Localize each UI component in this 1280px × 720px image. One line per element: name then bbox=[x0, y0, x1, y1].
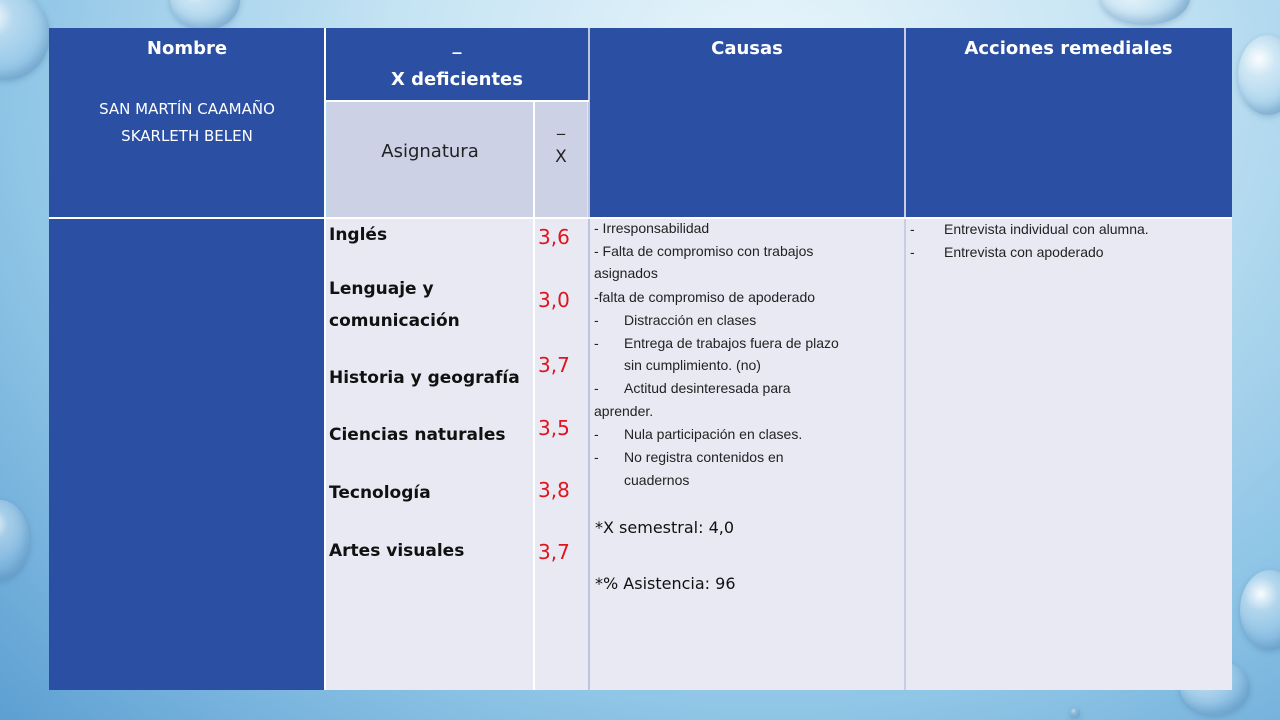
cause-dash: - bbox=[594, 380, 599, 396]
actions-body-cell bbox=[905, 218, 1232, 690]
grid-line bbox=[904, 28, 906, 690]
bubble-decoration bbox=[1070, 708, 1080, 718]
grid-line bbox=[324, 28, 326, 690]
cause-text: Nula participación en clases. bbox=[624, 426, 803, 442]
cause-line: aprender. bbox=[594, 403, 654, 419]
bubble-decoration bbox=[170, 0, 240, 30]
cause-text: Entrega de trabajos fuera de plazo bbox=[624, 335, 839, 351]
subject-ingles: Inglés bbox=[329, 225, 388, 245]
grade-artes: 3,7 bbox=[538, 540, 570, 564]
cause-line: asignados bbox=[594, 265, 658, 281]
x-col-header-cell bbox=[535, 102, 587, 218]
remedial-table bbox=[49, 28, 1232, 690]
x-col-label: X bbox=[555, 147, 567, 167]
bubble-decoration bbox=[1100, 0, 1190, 25]
action-text: Entrevista individual con alumna. bbox=[944, 221, 1149, 237]
grade-historia: 3,7 bbox=[538, 353, 570, 377]
cause-line: -falta de compromiso de apoderado bbox=[594, 289, 816, 305]
name-body-cell bbox=[49, 218, 325, 690]
action-dash: - bbox=[910, 244, 915, 260]
asignatura-label: Asignatura bbox=[381, 141, 479, 162]
cause-text: Distracción en clases bbox=[624, 312, 757, 328]
subject-lenguaje-line2: comunicación bbox=[329, 311, 460, 331]
action-text: Entrevista con apoderado bbox=[944, 244, 1104, 260]
subject-lenguaje-line1: Lenguaje y bbox=[329, 279, 434, 299]
cause-dash: - bbox=[594, 426, 599, 442]
cause-line: - Irresponsabilidad bbox=[594, 220, 710, 236]
bubble-decoration bbox=[1240, 570, 1280, 650]
subject-artes: Artes visuales bbox=[329, 541, 465, 561]
semestral-average: *X semestral: 4,0 bbox=[595, 518, 735, 537]
grade-ingles: 3,6 bbox=[538, 225, 570, 249]
student-name-line1: SAN MARTÍN CAAMAÑO bbox=[99, 100, 275, 118]
causes-list bbox=[594, 218, 899, 518]
cause-text: No registra contenidos en bbox=[624, 449, 784, 465]
grid-line bbox=[533, 102, 535, 690]
x-deficientes-label: X deficientes bbox=[391, 69, 523, 90]
x-col-bar: _ bbox=[557, 116, 565, 135]
nombre-header-cell bbox=[49, 28, 325, 218]
x-deficientes-header-cell bbox=[325, 28, 589, 100]
grid-line bbox=[588, 28, 590, 690]
subject-historia: Historia y geografía bbox=[329, 368, 520, 388]
subject-ciencias: Ciencias naturales bbox=[329, 425, 506, 445]
bubble-decoration bbox=[0, 500, 30, 580]
cause-dash: - bbox=[594, 449, 599, 465]
cause-text: sin cumplimiento. (no) bbox=[624, 357, 761, 373]
grade-tecnologia: 3,8 bbox=[538, 478, 570, 502]
action-dash: - bbox=[910, 221, 915, 237]
subject-tecnologia: Tecnología bbox=[329, 483, 431, 503]
bubble-decoration bbox=[0, 0, 50, 80]
grid-line bbox=[325, 100, 589, 102]
cause-text: cuadernos bbox=[624, 472, 690, 488]
cause-dash: - bbox=[594, 335, 599, 351]
actions-list bbox=[910, 218, 1225, 278]
attendance-percent: *% Asistencia: 96 bbox=[595, 574, 736, 593]
x-bar: _ bbox=[452, 34, 462, 55]
asignatura-header-cell bbox=[327, 102, 533, 218]
grade-lenguaje: 3,0 bbox=[538, 288, 570, 312]
causas-label: Causas bbox=[711, 38, 783, 59]
nombre-label: Nombre bbox=[146, 38, 228, 59]
cause-dash: - bbox=[594, 312, 599, 328]
grade-ciencias: 3,5 bbox=[538, 416, 570, 440]
bubble-decoration bbox=[1238, 35, 1280, 115]
acciones-label: Acciones remediales bbox=[964, 38, 1173, 59]
cause-line: - Falta de compromiso con trabajos bbox=[594, 243, 814, 259]
student-name-line2: SKARLETH BELEN bbox=[121, 127, 253, 145]
causas-header-cell bbox=[589, 28, 905, 218]
acciones-header-cell bbox=[905, 28, 1232, 218]
cause-text: Actitud desinteresada para bbox=[624, 380, 791, 396]
